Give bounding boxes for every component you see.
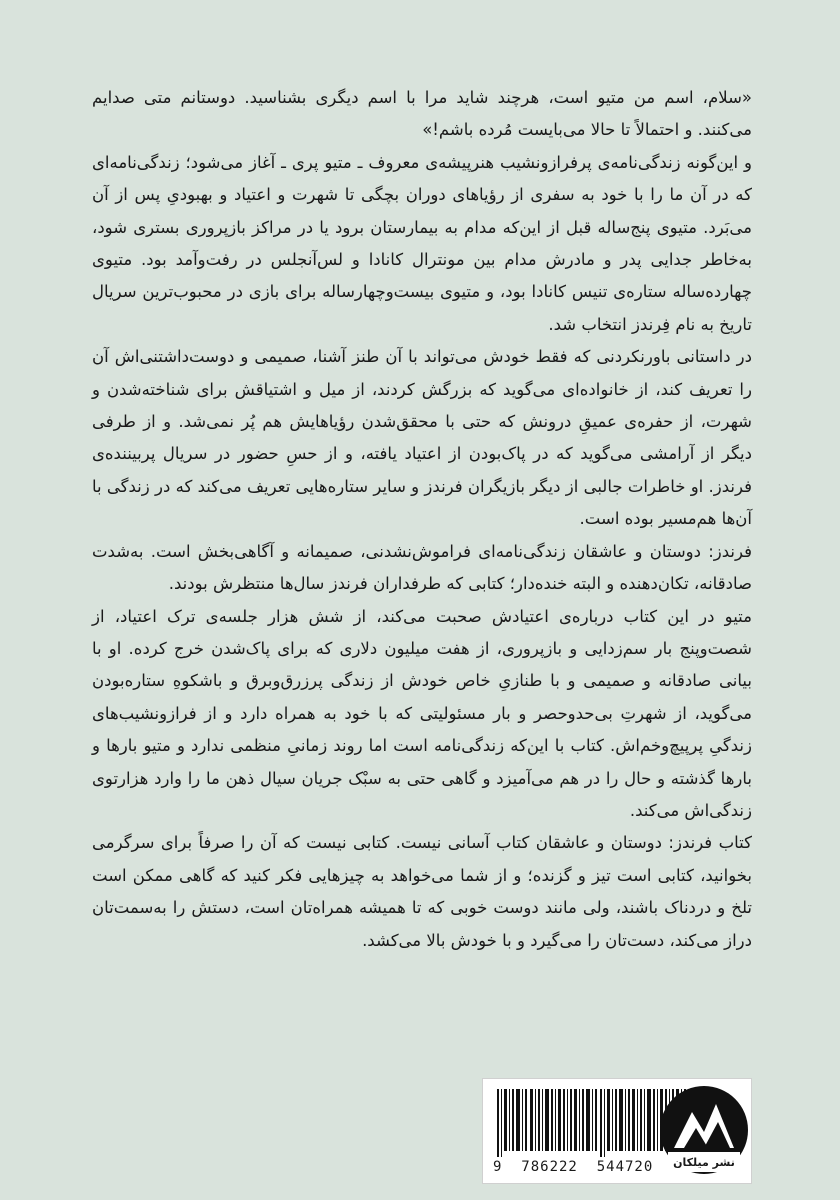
paragraph-conclusion: کتاب فرندز: دوستان و عاشقان کتاب آسانی نیست. کتابی نیست که آن را صرفاً برای سرگرمی بخوانید، کتابی است تیز و گزنده؛ و از شما می‌خواهد به چیزهایی فکر کنید که گاهی ممکن است تلخ و دردناک باشند، ولی مانند دوست خوبی که تا همیشه همراه‌تان است، دستش را به‌سمت‌تان دراز می‌کند، دست‌تان را می‌گیرد و با خودش بالا می‌کشد.: [92, 833, 752, 950]
publisher-logo: [660, 1082, 748, 1178]
paragraph-story: در داستانی باورنکردنی که فقط خودش می‌تواند با آن طنز آشنا، صمیمی و دوست‌داشتنی‌اش آن را تعریف کند، از خانواده‌ای می‌گوید که بزرگش کردند، از میل و اشتیاقش برای شناخته‌شدن و شهرت، از حفره‌ی عمیقِ درونش که حتی با محقق‌شدن رؤیاهایش هم پُر نمی‌شد. و از طرفی دیگر از آرامشی می‌گوید که در پاک‌بودن از اعتیاد یافته، و از حسِ حضور در سریال پربیننده‌ی فرندز. او خاطرات جالبی از دیگر بازیگران فرندز و سایر ستاره‌هایی تعریف می‌کند که در زندگی با آن‌ها هم‌مسیر بوده است.: [92, 347, 752, 529]
paragraph-intro: و این‌گونه زندگی‌نامه‌ی پرفرازونشیب هنرپیشه‌ی معروف ـ متیو پری ـ آغاز می‌شود؛ زندگی‌نامه‌ای که در آن ما را با خود به سفری از رؤیاهای دوران بچگی تا شهرت و اعتیاد و بهبودیِ پس از آن می‌بَرد. متیوی پنج‌ساله قبل از این‌که مدام به بیمارستان برود یا در مراکز بازپروری بستری شود، به‌خاطر جدایی پدر و مادرش مدام بین مونترال کانادا و لس‌آنجلس در رفت‌وآمد بود. متیوی چهارده‌ساله ستاره‌ی تنیس کانادا بود، و متیوی بیست‌وچهارساله برای بازی در محبوب‌ترین سریال تاریخ به نام فِرندز انتخاب شد.: [92, 152, 752, 334]
isbn-number: 9 786222 544720: [493, 1159, 654, 1175]
paragraph-quote: «سلام، اسم من متیو است، هرچند شاید مرا با اسم دیگری بشناسید. دوستانم متی صدایم می‌کنند. و احتمالاً تا حالا می‌بایست مُرده باشم!»: [92, 88, 752, 140]
publisher-name: نشر میلکان: [673, 1156, 735, 1169]
paragraph-summary: فرندز: دوستان و عاشقان زندگی‌نامه‌ای فراموش‌نشدنی، صمیمانه و آگاهی‌بخش است. به‌شدت صادقانه، تکان‌دهنده و البته خنده‌دار؛ کتابی که طرفداران فرندز سال‌ها منتظرش بودند.: [92, 541, 752, 594]
paragraph-addiction: متیو در این کتاب درباره‌ی اعتیادش صحبت می‌کند، از شش هزار جلسه‌ی ترک اعتیاد، از شصت‌وپنج بار سم‌زدایی و بازپروری، از هفت میلیون دلاری که برای پاک‌شدن خرج کرده. او با بیانی صادقانه و صمیمی و با طنازیِ خاص خودش از زندگی پرزرق‌وبرق و باشکوهِ ستاره‌بودن می‌گوید، از شهرتِ بی‌حدوحصر و بار مسئولیتی که با خود به همراه دارد و از فرازونشیب‌های زندگیِ پرپیچ‌وخم‌اش. کتاب با این‌که زندگی‌نامه است اما روند زمانیِ منظمی ندارد و متیو بارها و بارها گذشته و حال را در هم می‌آمیزد و گاهی حتی به سبْک جریان سیال ذهن ما را وارد هزارتوی زندگی‌اش می‌کند.: [92, 606, 752, 820]
blurb-text: [92, 82, 752, 957]
